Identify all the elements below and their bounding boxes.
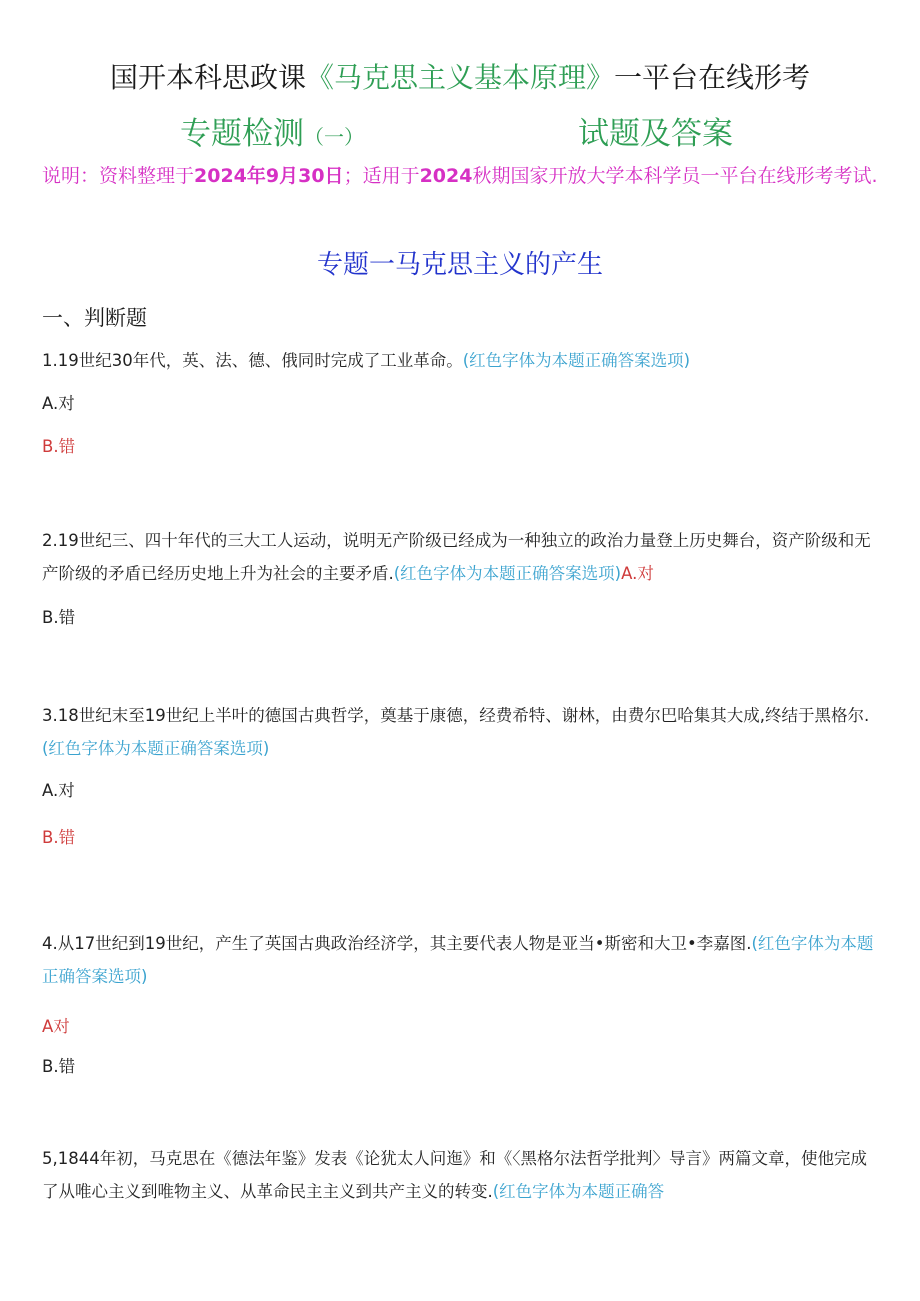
option-b: B.错 bbox=[42, 608, 76, 627]
question-3 bbox=[42, 699, 882, 765]
title-prefix: 国开本科思政课 bbox=[109, 61, 306, 94]
question-text: 5,1844年初，马克思在《德法年鉴》发表《论犹太人问迤》和《〈黑格尔法哲学批判〉导言》两篇文章，使他完成了从唯心主义到唯物主义、从革命民主主义到共产主义的转变. bbox=[42, 1149, 867, 1201]
option-b-correct: B.错 bbox=[42, 437, 76, 456]
subtitle-right: 试题及答案 bbox=[578, 116, 733, 152]
answer-hint-partial: (红色字体为本题正确答 bbox=[492, 1182, 665, 1201]
note-term: 2024 bbox=[419, 165, 473, 187]
title-suffix: 一平台在线形考 bbox=[614, 61, 811, 94]
question-5 bbox=[42, 1142, 882, 1208]
option-b-correct: B.错 bbox=[42, 828, 76, 847]
part-title: 一、判断题 bbox=[42, 306, 147, 330]
option-a-correct: A.对 bbox=[621, 564, 654, 583]
section-title: 专题一马克思主义的产生 bbox=[316, 250, 603, 280]
answer-hint: (红色字体为本题正确答案选项) bbox=[42, 739, 270, 758]
question-text: 2.19世纪三、四十年代的三大工人运动，说明无产阶级已经成为一种独立的政治力量登上历史舞台，资产阶级和无产阶级的矛盾已经历史地上升为社会的主要矛盾. bbox=[42, 531, 871, 583]
question-text: 3.18世纪末至19世纪上半叶的德国古典哲学，奠基于康德，经费希特、谢林，由费尔巴哈集其大成,终结于黑格尔. bbox=[42, 706, 870, 725]
answer-hint: (红色字体为本题正确答案选项) bbox=[462, 351, 691, 370]
note-rest: 秋期国家开放大学本科学员一平台在线形考考试. bbox=[472, 165, 878, 187]
document-title bbox=[0, 56, 920, 96]
option-a: A.对 bbox=[42, 394, 75, 413]
note-mid: ；适用于 bbox=[343, 165, 420, 187]
question-text: 4.从17世纪到19世纪，产生了英国古典政治经济学，其主要代表人物是亚当•斯密和大卫•李嘉图. bbox=[42, 934, 752, 953]
answer-hint: (红色字体为本题正确答案选项) bbox=[42, 934, 874, 986]
option-a: A.对 bbox=[42, 781, 75, 800]
question-1 bbox=[42, 344, 882, 377]
note-paragraph bbox=[42, 158, 892, 194]
option-b: B.错 bbox=[42, 1057, 76, 1076]
title-book: 《马克思主义基本原理》 bbox=[305, 61, 614, 94]
question-4 bbox=[42, 927, 882, 993]
note-label: 说明：资料整理于 bbox=[42, 165, 195, 187]
option-a-correct: A对 bbox=[42, 1017, 70, 1036]
subtitle-left bbox=[180, 108, 364, 153]
answer-hint: (红色字体为本题正确答案选项) bbox=[393, 564, 622, 583]
subtitle-topic: 专题检测 bbox=[180, 116, 304, 152]
subtitle-paren: （一） bbox=[304, 125, 364, 149]
note-date: 2024年9月30日 bbox=[194, 165, 344, 187]
question-text: 1.19世纪30年代，英、法、德、俄同时完成了工业革命。 bbox=[42, 351, 463, 370]
question-2 bbox=[42, 524, 882, 590]
